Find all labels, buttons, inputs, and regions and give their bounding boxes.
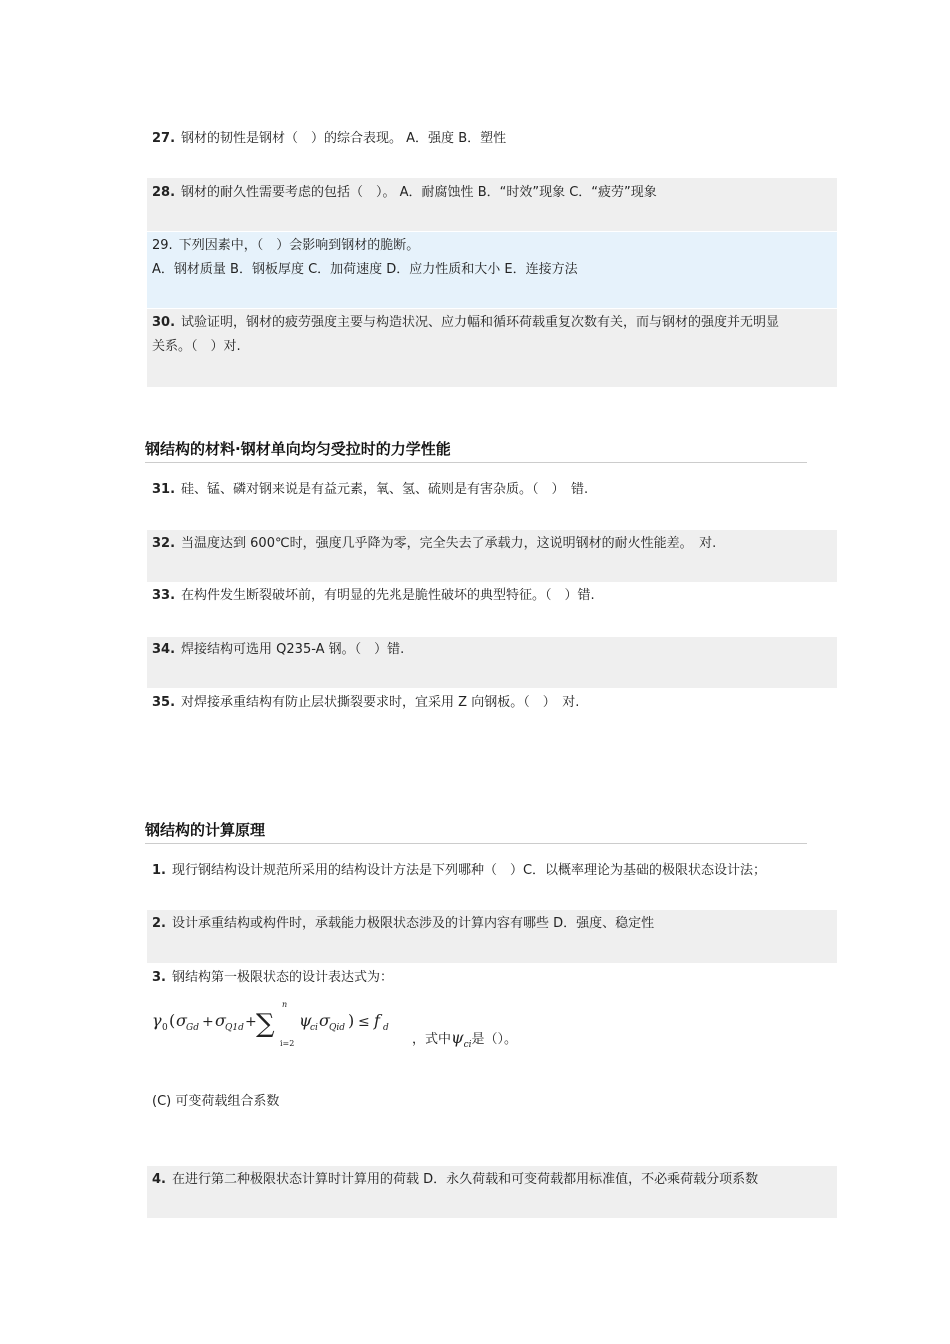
- svg-text:≤: ≤: [358, 1014, 370, 1030]
- question-number: 2.: [152, 916, 166, 931]
- svg-text:Gd: Gd: [186, 1023, 199, 1033]
- question-number: 35.: [152, 695, 176, 710]
- question-c1: [147, 859, 837, 883]
- svg-text:∑: ∑: [256, 1009, 275, 1039]
- question-text: 设计承重结构或构件时，承载能力极限状态涉及的计算内容有哪些 D．强度、稳定性: [171, 916, 655, 931]
- question-number: 31.: [152, 482, 176, 497]
- svg-text:0: 0: [162, 1023, 168, 1033]
- svg-text:γ: γ: [152, 1011, 162, 1030]
- svg-text:ψ: ψ: [299, 1011, 312, 1030]
- design-formula: [152, 1000, 832, 1050]
- limit-state-formula-image: [152, 1000, 412, 1050]
- question-number: 3.: [152, 970, 166, 985]
- question-c2: [147, 910, 837, 963]
- svg-text:Q1d: Q1d: [225, 1023, 244, 1033]
- question-number: 1.: [152, 863, 166, 878]
- svg-text:ci: ci: [310, 1023, 318, 1033]
- question-35: [147, 691, 837, 715]
- svg-text:+: +: [202, 1014, 214, 1030]
- svg-text:n: n: [282, 1000, 288, 1009]
- question-text: 在构件发生断裂破坏前，有明显的先兆是脆性破坏的典型特征。（ ）错.: [181, 588, 595, 603]
- formula-tail-text: ，式中: [412, 1032, 452, 1047]
- svg-text:): ): [348, 1011, 355, 1030]
- svg-text:+: +: [245, 1014, 257, 1030]
- question-text: 对焊接承重结构有防止层状撕裂要求时，宜采用 Z 向钢板。（ ） 对.: [181, 695, 580, 710]
- question-text: 下列因素中，（ ）会影响到钢材的脆断。: [178, 238, 420, 253]
- section-title-material: 钢结构的材料·钢材单向均匀受拉时的力学性能: [145, 438, 807, 463]
- question-28: [147, 178, 837, 231]
- question-text: 焊接结构可选用 Q235-A 钢。（ ）错.: [181, 642, 405, 657]
- question-options: A．钢材质量 B．钢板厚度 C．加荷速度 D．应力性质和大小 E．连接方法: [152, 262, 578, 277]
- question-text: 在进行第二种极限状态计算时计算用的荷载 D．永久荷载和可变荷载都用标准值，不必乘荷载分项系数: [171, 1172, 759, 1187]
- question-text: 试验证明，钢材的疲劳强度主要与构造状况、应力幅和循环荷载重复次数有关，而与钢材的强度并无明显: [181, 315, 780, 330]
- question-31: [147, 478, 837, 502]
- svg-text:f: f: [374, 1011, 380, 1030]
- question-32: [147, 530, 837, 582]
- svg-text:d: d: [383, 1023, 389, 1033]
- svg-text:i=2: i=2: [280, 1039, 295, 1048]
- svg-text:σ: σ: [215, 1011, 226, 1030]
- question-number: 4.: [152, 1172, 166, 1187]
- question-number: 32.: [152, 536, 176, 551]
- question-number: 30.: [152, 315, 176, 330]
- question-text: 硅、锰、磷对钢来说是有益元素，氧、氢、硫则是有害杂质。（ ） 错.: [181, 482, 589, 497]
- psi-ci-symbol: $\psi_{ci}$: [451, 1028, 472, 1051]
- svg-text:σ: σ: [319, 1011, 330, 1030]
- question-number: 29.: [152, 238, 173, 253]
- question-number: 27.: [152, 131, 176, 146]
- question-number: 34.: [152, 642, 176, 657]
- question-text: 钢材的耐久性需要考虑的包括（ ）。 A．耐腐蚀性 B．“时效”现象 C．“疲劳”现象: [181, 185, 657, 200]
- question-text: 钢结构第一极限状态的设计表达式为：: [171, 970, 393, 985]
- question-33: [147, 584, 837, 608]
- question-text: 当温度达到 600℃时，强度几乎降为零，完全失去了承载力，这说明钢材的耐火性能差。 对.: [181, 536, 717, 551]
- question-c3-answer: [147, 1090, 837, 1114]
- svg-text:σ: σ: [176, 1011, 187, 1030]
- question-text: 钢材的韧性是钢材（ ）的综合表现。 A．强度 B．塑性: [181, 131, 507, 146]
- answer-text: (C) 可变荷载组合系数: [152, 1094, 280, 1109]
- question-34: [147, 637, 837, 688]
- section-title-calculation: 钢结构的计算原理: [145, 819, 807, 844]
- question-30: [147, 309, 837, 387]
- question-text-line2: 关系。（ ）对.: [152, 339, 241, 354]
- formula-tail-text-2: 是（）。: [471, 1032, 517, 1047]
- svg-text:(: (: [169, 1011, 176, 1030]
- question-number: 28.: [152, 185, 176, 200]
- question-29: [147, 232, 837, 308]
- question-27: [147, 127, 837, 151]
- svg-text:Qid: Qid: [329, 1023, 346, 1033]
- question-c4: [147, 1166, 837, 1218]
- question-text: 现行钢结构设计规范所采用的结构设计方法是下列哪种（ ）C．以概率理论为基础的极限状态设计法；: [171, 863, 767, 878]
- formula-caption: [412, 1028, 517, 1055]
- question-number: 33.: [152, 588, 176, 603]
- question-c3: [147, 966, 837, 990]
